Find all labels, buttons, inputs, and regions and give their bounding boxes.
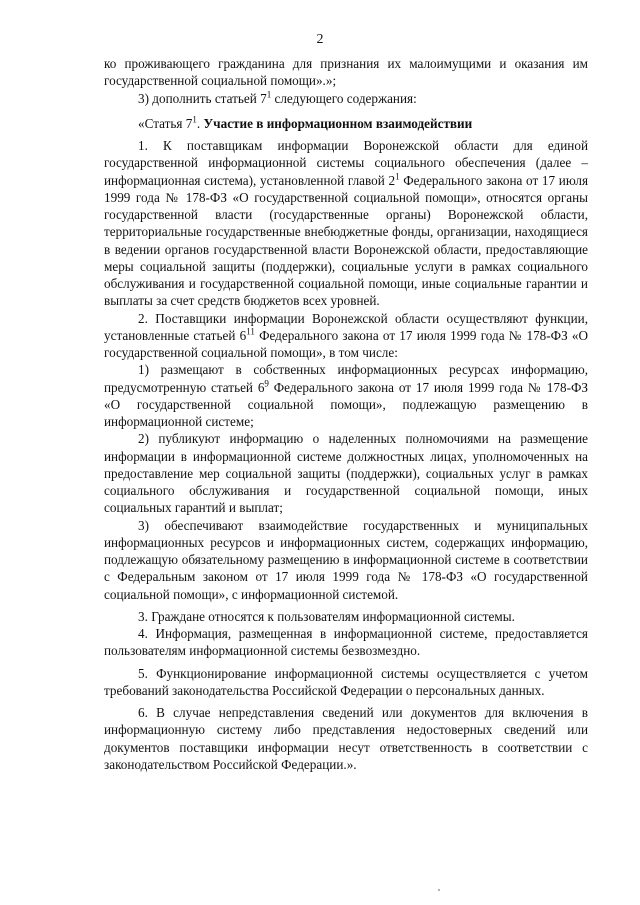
document-body [104, 55, 588, 773]
article-part-2-item-1: 1) размещают в собственных информационных ресурсах информацию, предусмотренную статьей $6^9$ Федерального закона от 17 июля 1999 года № 178-ФЗ «О государственной социальной помощи», подлежащую размещению в информационной системе; [104, 362, 588, 429]
article-part-5: 5. Функционирование информационной системы осуществляется с учетом требований законодательства Российской Федерации о персональных данных. [104, 665, 588, 698]
amendment-item-3: 3) дополнить статьей $7^1$ следующего содержания: [138, 89, 417, 106]
article-heading: «Статья $7^1$. Участие в информационном взаимодействии [138, 114, 473, 131]
article-part-2-item-3: 3) обеспечивают взаимодействие государственных и муниципальных информационных ресурсов и информационных систем, содержащих информацию, подлежащую обязательному размещению в информационной системе в соответствии с Федеральным законом от 17 июля 1999 года № 178-ФЗ «О государственной социальной помощи», с информационной системой. [104, 517, 588, 602]
article-part-2: 2. Поставщики информации Воронежской области осуществляют функции, установленные статьей $6^{11}$ Федерального закона от 17 июля 1999 года № 178-ФЗ «О государственной социальной помощи», в том числе: [104, 310, 588, 360]
article-part-1: 1. К поставщикам информации Воронежской области для единой государственной информационной системы социального обеспечения (далее – информационная система), установленной главой $2^1$ Федерального закона от 17 июля 1999 года № 178-ФЗ «О государственной социальной помощи», относятся органы государственной власти (государственные органы) Воронежской области, территориальные государственные внебюджетные фонды, организации, находящиеся в ведении органов государственной власти Воронежской области, предоставляющие меры социальной защиты (поддержки), социальные услуги в рамках социального обслуживания и государственной социальной помощи, иные социальные гарантии и выплаты за счет средств бюджетов всех уровней. [104, 138, 589, 309]
article-part-2-item-2: 2) публикуют информацию о наделенных полномочиями на размещение информации в информационной системе должностных лицах, уполномоченных на предоставление мер социальной защиты (поддержки), социальных услуг в рамках социального обслуживания и государственной социальной помощи, иных социальных гарантий и выплат; [104, 431, 588, 516]
page-number: 2 [316, 32, 324, 47]
paragraph-continuation: ко проживающего гражданина для признания их малоимущими и оказания им государственной социальной помощи».»; [104, 56, 588, 89]
article-part-3: 3. Граждане относятся к пользователям информационной системы. [138, 608, 515, 624]
article-part-4: 4. Информация, размещенная в информационной системе, предоставляется пользователям информационной системы безвозмездно. [104, 626, 588, 659]
scan-speck [438, 889, 440, 891]
article-part-6: 6. В случае непредставления сведений или документов для включения в информационную систему либо представления недостоверных сведений или документов поставщики информации несут ответственность в соответствии с законодательством Российской Федерации.». [104, 705, 588, 772]
article-title: Участие в информационном взаимодействии [203, 115, 473, 131]
